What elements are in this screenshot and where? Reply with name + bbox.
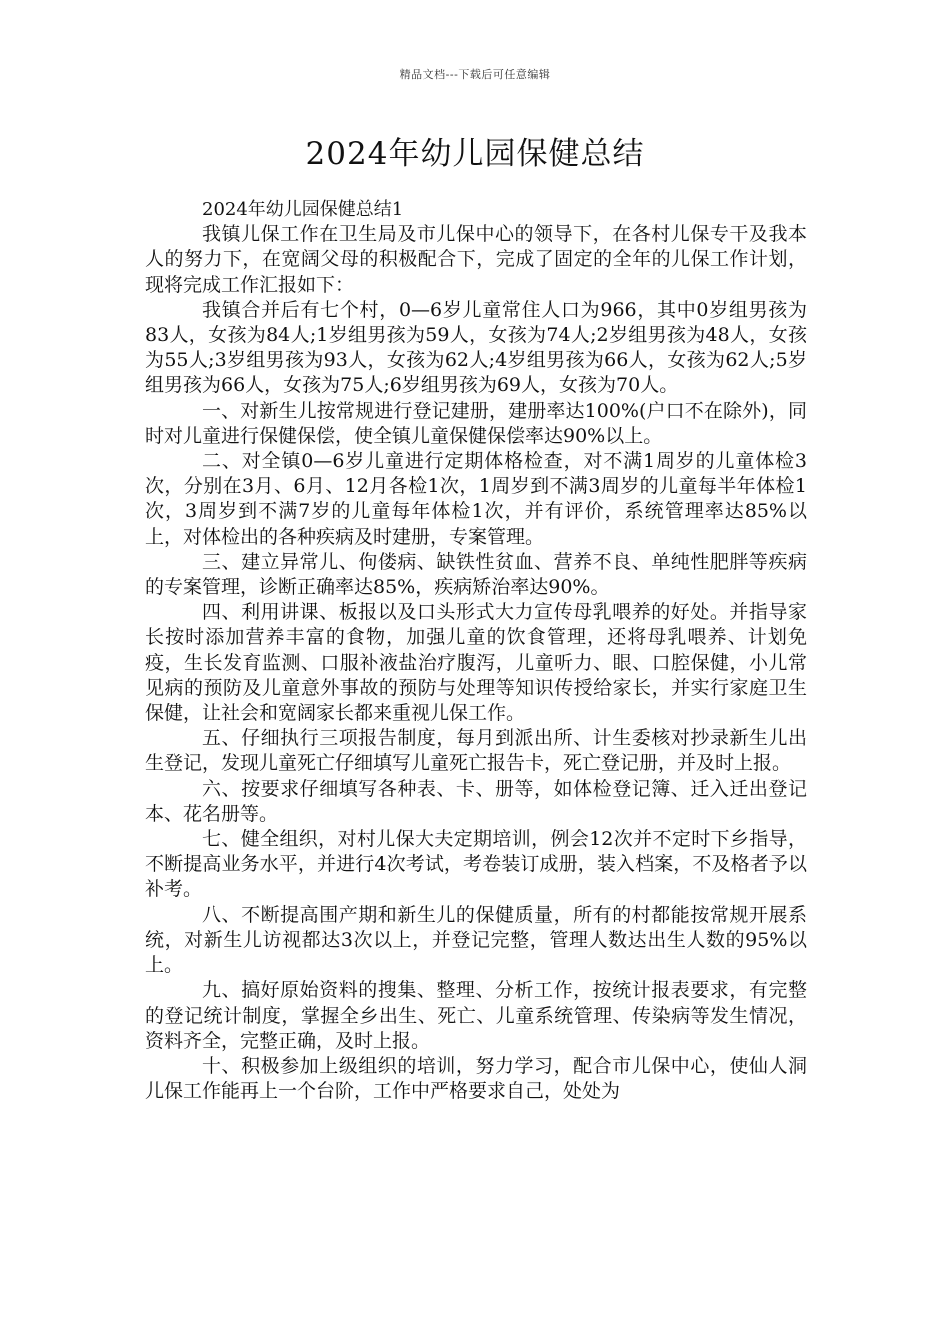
paragraph-item-7: 七、健全组织，对村儿保大夫定期培训，例会12次并不定时下乡指导，不断提高业务水平，并进行4次考试，考卷装订成册，装入档案，不及格者予以补考。 <box>145 828 807 901</box>
paragraph-item-3: 三、建立异常儿、佝偻病、缺铁性贫血、营养不良、单纯性肥胖等疾病的专案管理，诊断正确率达85%，疾病矫治率达90%。 <box>145 550 807 599</box>
paragraph-item-4: 四、利用讲课、板报以及口头形式大力宣传母乳喂养的好处。并指导家长按时添加营养丰富的食物，加强儿童的饮食管理，还将母乳喂养、计划免疫，生长发育监测、口服补液盐治疗腹泻，儿童听力、眼、口腔保健，小儿常见病的预防及儿童意外事故的预防与处理等知识传授给家长，并实行家庭卫生保健，让社会和宽阔家长都来重视儿保工作。 <box>145 601 807 725</box>
paragraph-population: 我镇合并后有七个村，0—6岁儿童常住人口为966，其中0岁组男孩为83人，女孩为84人;1岁组男孩为59人，女孩为74人;2岁组男孩为48人，女孩为55人;3岁组男孩为93人，女孩为62人;4岁组男孩为66人，女孩为62人;5岁组男孩为66人，女孩为75人;6岁组男孩为69人，女孩为70人。 <box>145 298 807 397</box>
section-subtitle: 2024年幼儿园保健总结1 <box>202 199 404 220</box>
document-title: 2024年幼儿园保健总结 <box>305 136 645 172</box>
paragraph-item-2: 二、对全镇0—6岁儿童进行定期体格检查，对不满1周岁的儿童体检3次，分别在3月、6月、12月各检1次，1周岁到不满3周岁的儿童每半年体检1次，3周岁到不满7岁的儿童每年体检1次，并有评价，系统管理率达85%以上，对体检出的各种疾病及时建册，专案管理。 <box>145 450 807 548</box>
paragraph-item-5: 五、仔细执行三项报告制度，每月到派出所、计生委核对抄录新生儿出生登记，发现儿童死亡仔细填写儿童死亡报告卡，死亡登记册，并及时上报。 <box>145 727 807 775</box>
paragraph-item-10: 十、积极参加上级组织的培训，努力学习，配合市儿保中心，使仙人洞儿保工作能再上一个台阶，工作中严格要求自己，处处为 <box>145 1054 807 1103</box>
paragraph-item-8: 八、不断提高围产期和新生儿的保健质量，所有的村都能按常规开展系统，对新生儿访视都达3次以上，并登记完整，管理人数达出生人数的95%以上。 <box>145 903 807 977</box>
paragraph-item-1: 一、对新生儿按常规进行登记建册，建册率达100%(户口不在除外)，同时对儿童进行保健保偿，使全镇儿童保健保偿率达90%以上。 <box>145 399 807 447</box>
document-body <box>145 197 807 1104</box>
paragraph-item-6: 六、按要求仔细填写各种表、卡、册等，如体检登记簿、迁入迁出登记本、花名册等。 <box>145 777 807 825</box>
paragraph-item-9: 九、搞好原始资料的搜集、整理、分析工作，按统计报表要求，有完整的登记统计制度，掌握全乡出生、死亡、儿童系统管理、传染病等发生情况，资料齐全，完整正确，及时上报。 <box>145 979 807 1052</box>
paragraph-intro: 我镇儿保工作在卫生局及市儿保中心的领导下，在各村儿保专干及我本人的努力下，在宽阔父母的积极配合下，完成了固定的全年的儿保工作计划，现将完成工作汇报如下： <box>145 223 807 296</box>
header-note: 精品文档---下载后可任意编辑 <box>399 68 551 81</box>
